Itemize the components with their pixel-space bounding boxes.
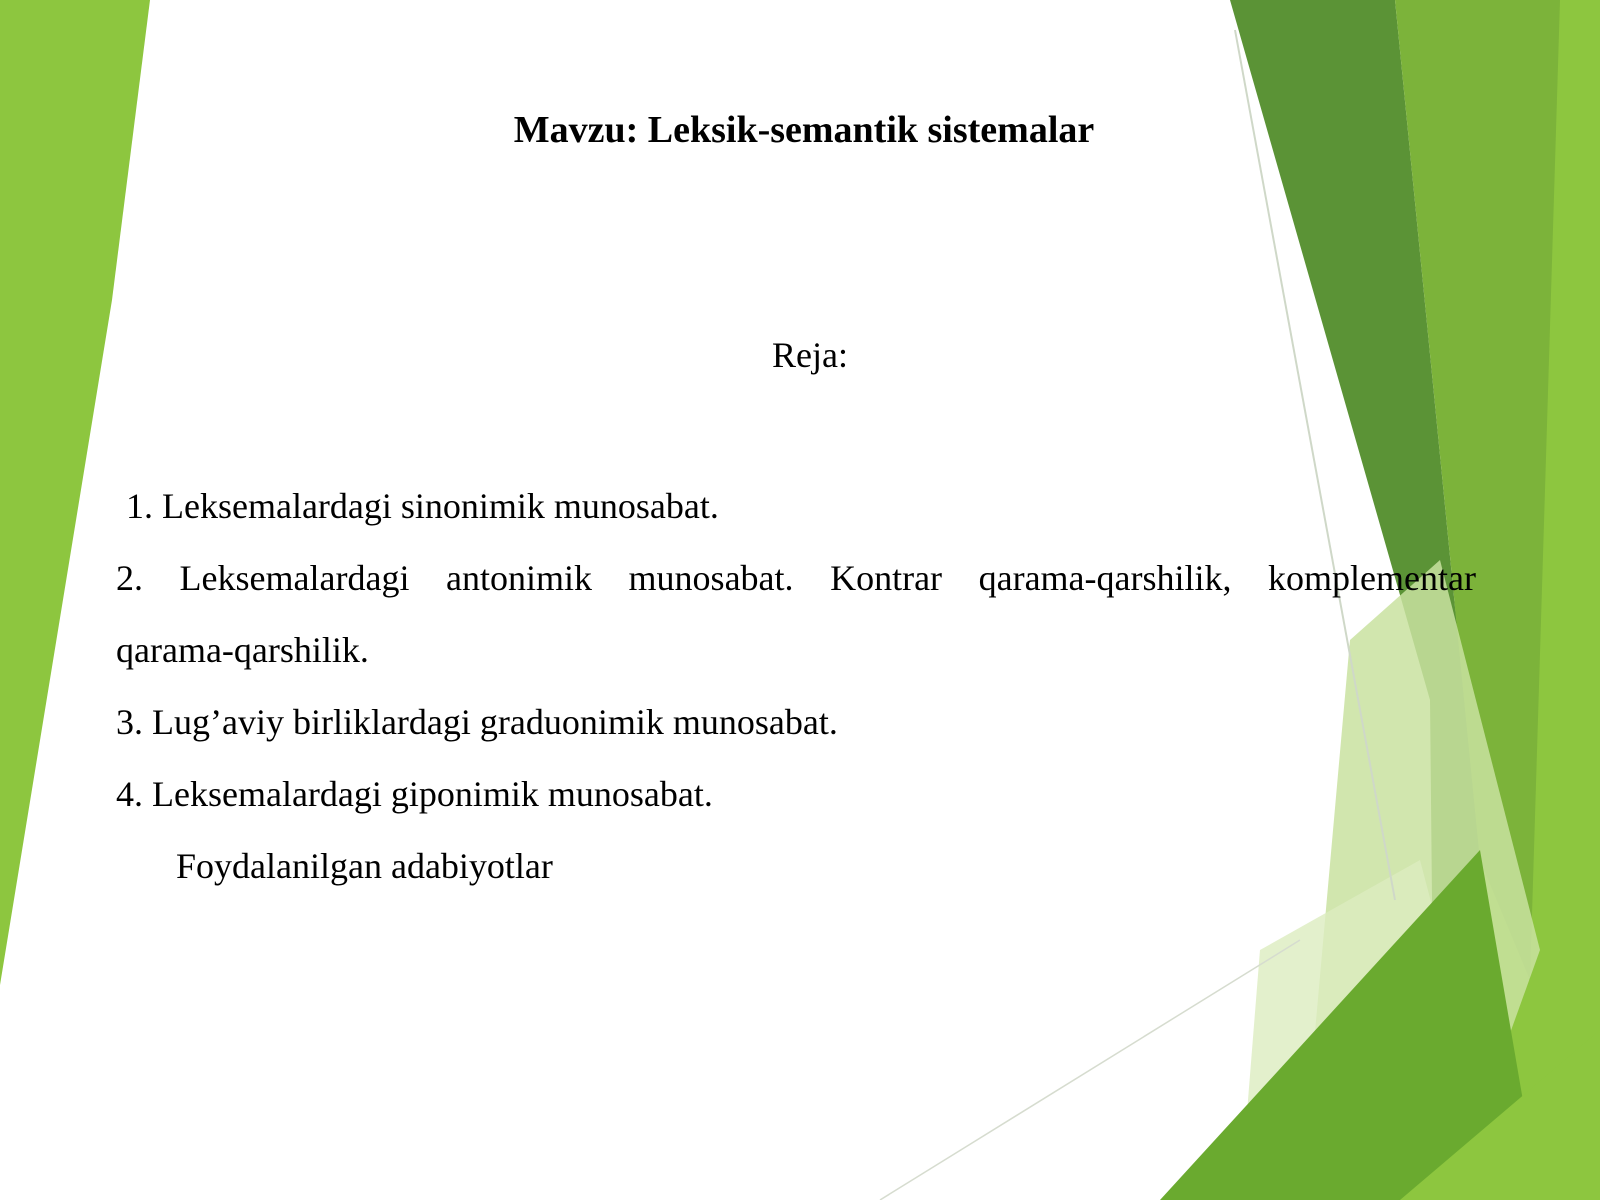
plan-item-2: 2. Leksemalardagi antonimik munosabat. Kontrar qarama-qarshilik, komplementar [116, 558, 1476, 598]
plan-item-3: 3. Lug’aviy birliklardagi graduonimik munosabat. [116, 702, 838, 742]
plan-item-1: 1. Leksemalardagi sinonimik munosabat. [126, 486, 719, 526]
plan-item-4: 4. Leksemalardagi giponimik munosabat. [116, 774, 713, 814]
plan-heading: Reja: [772, 335, 848, 375]
sources-heading: Foydalanilgan adabiyotlar [176, 846, 553, 886]
plan-list [116, 470, 1476, 902]
slide-title: Mavzu: Leksik-semantik sistemalar [513, 109, 1095, 151]
plan-item-2-continuation: qarama-qarshilik. [116, 630, 369, 670]
